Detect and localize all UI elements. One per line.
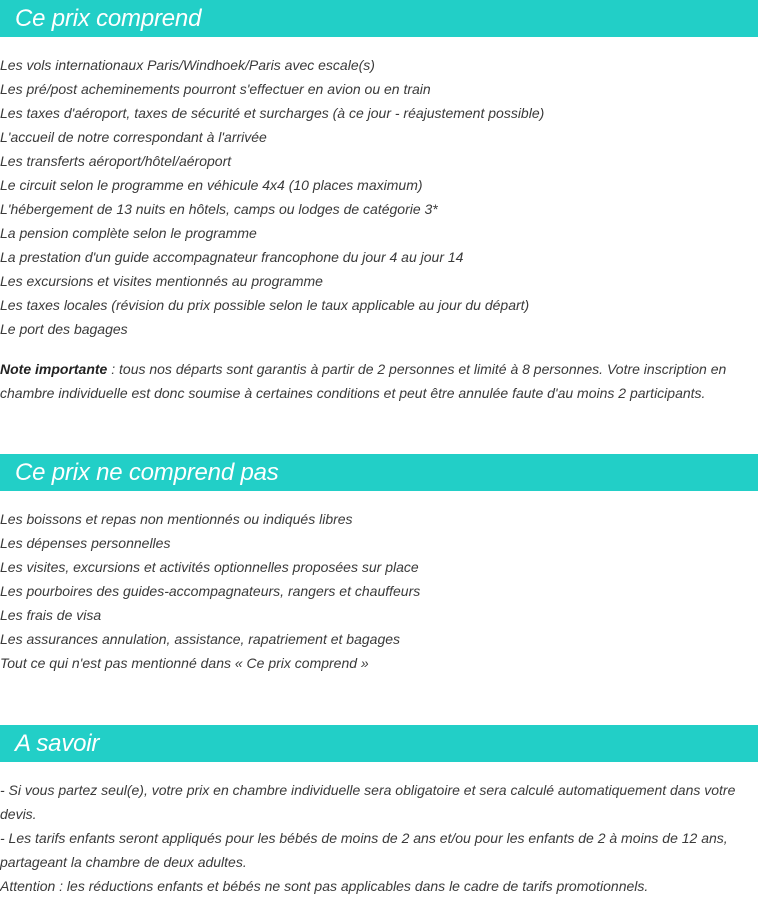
important-note-text: : tous nos départs sont garantis à partir de 2 personnes et limité à 8 personnes. Votre inscription en chambre individuelle est donc soumise à certaines conditions et peut être annulée faute d'au moins 2 participants. [0,361,727,401]
important-note [0,357,752,405]
excludes-list [0,507,758,675]
section-title-info: A savoir [15,729,100,757]
section-title-excludes: Ce prix ne comprend pas [15,458,279,486]
section-header-info [0,725,758,762]
section-title-includes: Ce prix comprend [15,4,202,32]
includes-item: Les vols internationaux Paris/Windhoek/Paris avec escale(s) [0,57,375,73]
info-line: - Si vous partez seul(e), votre prix en chambre individuelle sera obligatoire et sera calculé automatiquement dans votre devis. [0,782,736,822]
info-line: Attention : les réductions enfants et bébés ne sont pas applicables dans le cadre de tarifs promotionnels. [0,878,649,894]
includes-item: Les pré/post acheminements pourront s'effectuer en avion ou en train [0,81,431,97]
includes-item: Le circuit selon le programme en véhicule 4x4 (10 places maximum) [0,177,423,193]
info-body [0,778,752,898]
excludes-item: Les boissons et repas non mentionnés ou indiqués libres [0,511,353,527]
includes-list [0,53,758,341]
excludes-item: Tout ce qui n'est pas mentionné dans « Ce prix comprend » [0,655,369,671]
includes-item: Les taxes locales (révision du prix possible selon le taux applicable au jour du départ) [0,297,530,313]
includes-item: La prestation d'un guide accompagnateur francophone du jour 4 au jour 14 [0,249,464,265]
includes-item: Les excursions et visites mentionnés au programme [0,273,323,289]
excludes-item: Les assurances annulation, assistance, rapatriement et bagages [0,631,401,647]
includes-item: L'accueil de notre correspondant à l'arrivée [0,129,267,145]
excludes-item: Les frais de visa [0,607,102,623]
includes-item: L'hébergement de 13 nuits en hôtels, camps ou lodges de catégorie 3* [0,201,438,217]
excludes-item: Les dépenses personnelles [0,535,171,551]
section-header-includes [0,0,758,37]
excludes-item: Les visites, excursions et activités optionnelles proposées sur place [0,559,419,575]
includes-item: Les transferts aéroport/hôtel/aéroport [0,153,232,169]
important-note-label: Note importante [0,361,108,377]
section-header-excludes [0,454,758,491]
excludes-item: Les pourboires des guides-accompagnateurs, rangers et chauffeurs [0,583,421,599]
info-line: - Les tarifs enfants seront appliqués pour les bébés de moins de 2 ans et/ou pour les enfants de 2 à moins de 12 ans, partageant la chambre de deux adultes. [0,830,728,870]
includes-item: Les taxes d'aéroport, taxes de sécurité et surcharges (à ce jour - réajustement possible) [0,105,545,121]
includes-item: Le port des bagages [0,321,128,337]
includes-item: La pension complète selon le programme [0,225,257,241]
